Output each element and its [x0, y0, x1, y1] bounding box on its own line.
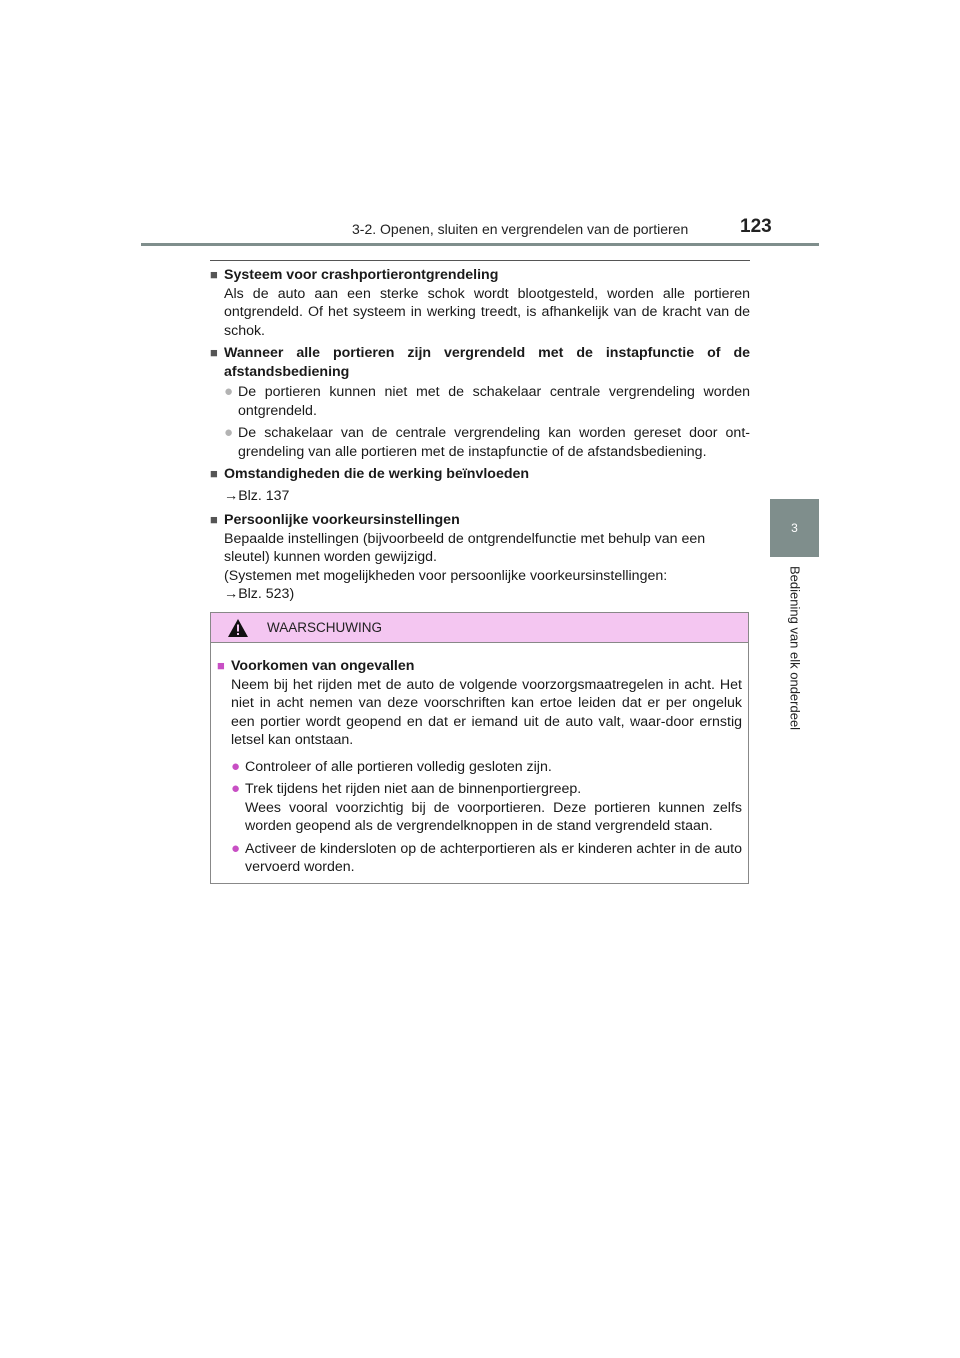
- content: [210, 266, 750, 608]
- page-number: 123: [740, 216, 772, 237]
- section-personal-settings: [210, 511, 750, 604]
- chapter-tab: [770, 499, 819, 557]
- section-body: Bepaalde instellingen (bijvoorbeeld de ontgrendelfunctie met behulp van een sleutel) kunnen worden gewijzigd.: [224, 530, 706, 565]
- section-title: Systeem voor crashportierontgrendeling: [224, 267, 499, 283]
- warning-box: [210, 612, 749, 884]
- circle-icon: ●: [231, 780, 241, 797]
- warning-triangle-icon: [227, 618, 249, 638]
- list-item: ● Activeer de kindersloten op de achterportieren als er kinderen achter in de auto vervoerd worden.: [231, 839, 742, 875]
- circle-icon: ●: [231, 839, 241, 857]
- circle-icon: ●: [224, 383, 234, 400]
- square-icon: ■: [217, 658, 225, 673]
- page-reference: →Blz. 523): [224, 586, 295, 602]
- page-reference: →Blz. 137: [224, 487, 290, 504]
- warning-title: Voorkomen van ongevallen: [231, 658, 415, 674]
- section-title: Wanneer alle portieren zijn vergrendeld met de instapfunctie of de afstandsbediening: [224, 345, 750, 380]
- list-item: ● Controleer of alle portieren volledig gesloten zijn.: [231, 757, 552, 775]
- section-circumstances: [210, 465, 750, 505]
- header-rule: [141, 243, 819, 246]
- warning-body: [211, 643, 748, 877]
- circle-icon: ●: [231, 757, 241, 775]
- chapter-label: Bediening van elk onderdeel: [787, 566, 803, 731]
- section-title: Persoonlijke voorkeursinstellingen: [224, 512, 460, 528]
- square-icon: ■: [210, 466, 218, 481]
- warning-text: Neem bij het rijden met de auto de volgende voorzorgsmaatregelen in acht. Het niet in acht nemen van deze voorschriften kan ertoe leiden dat er per ongeluk een portier wordt geopend en dat er iemand uit de auto valt, waar-door ernstig letsel kan ontstaan.: [231, 676, 742, 748]
- warning-label: WAARSCHUWING: [267, 620, 382, 635]
- section-title: Omstandigheden die de werking beïnvloeden: [224, 466, 530, 482]
- square-icon: ■: [210, 512, 218, 527]
- section-crash-unlock: [210, 266, 750, 340]
- square-icon: ■: [210, 267, 218, 282]
- chapter-number: 3: [791, 521, 798, 535]
- section-locked-doors: [210, 344, 750, 461]
- section-body: (Systemen met mogelijkheden voor persoonlijke voorkeursinstellingen:: [224, 567, 668, 584]
- section-body: Als de auto aan een sterke schok wordt blootgesteld, worden alle portieren ontgrendeld. Of het systeem in werking treedt, is afhankelijk van de kracht van de schok.: [224, 285, 750, 339]
- content-rule: [210, 260, 750, 261]
- header-title: 3-2. Openen, sluiten en vergrendelen van de portieren: [352, 221, 689, 237]
- list-item: ● Trek tijdens het rijden niet aan de binnenportiergreep. Wees vooral voorzichtig bij de voorportieren. Deze portieren kunnen zelfs worden geopend als de vergrendelknoppen in de stand vergrendeld staan.: [231, 780, 742, 834]
- square-icon: ■: [210, 345, 218, 360]
- list-item: ● De portieren kunnen niet met de schakelaar centrale vergrendeling worden ontgrendeld.: [224, 383, 750, 419]
- warning-header: [211, 613, 748, 643]
- circle-icon: ●: [224, 424, 234, 441]
- list-item: ● De schakelaar van de centrale vergrendeling kan worden gereset door ont-grendeling van alle portieren met de instapfunctie of de afstandsbediening.: [224, 424, 750, 460]
